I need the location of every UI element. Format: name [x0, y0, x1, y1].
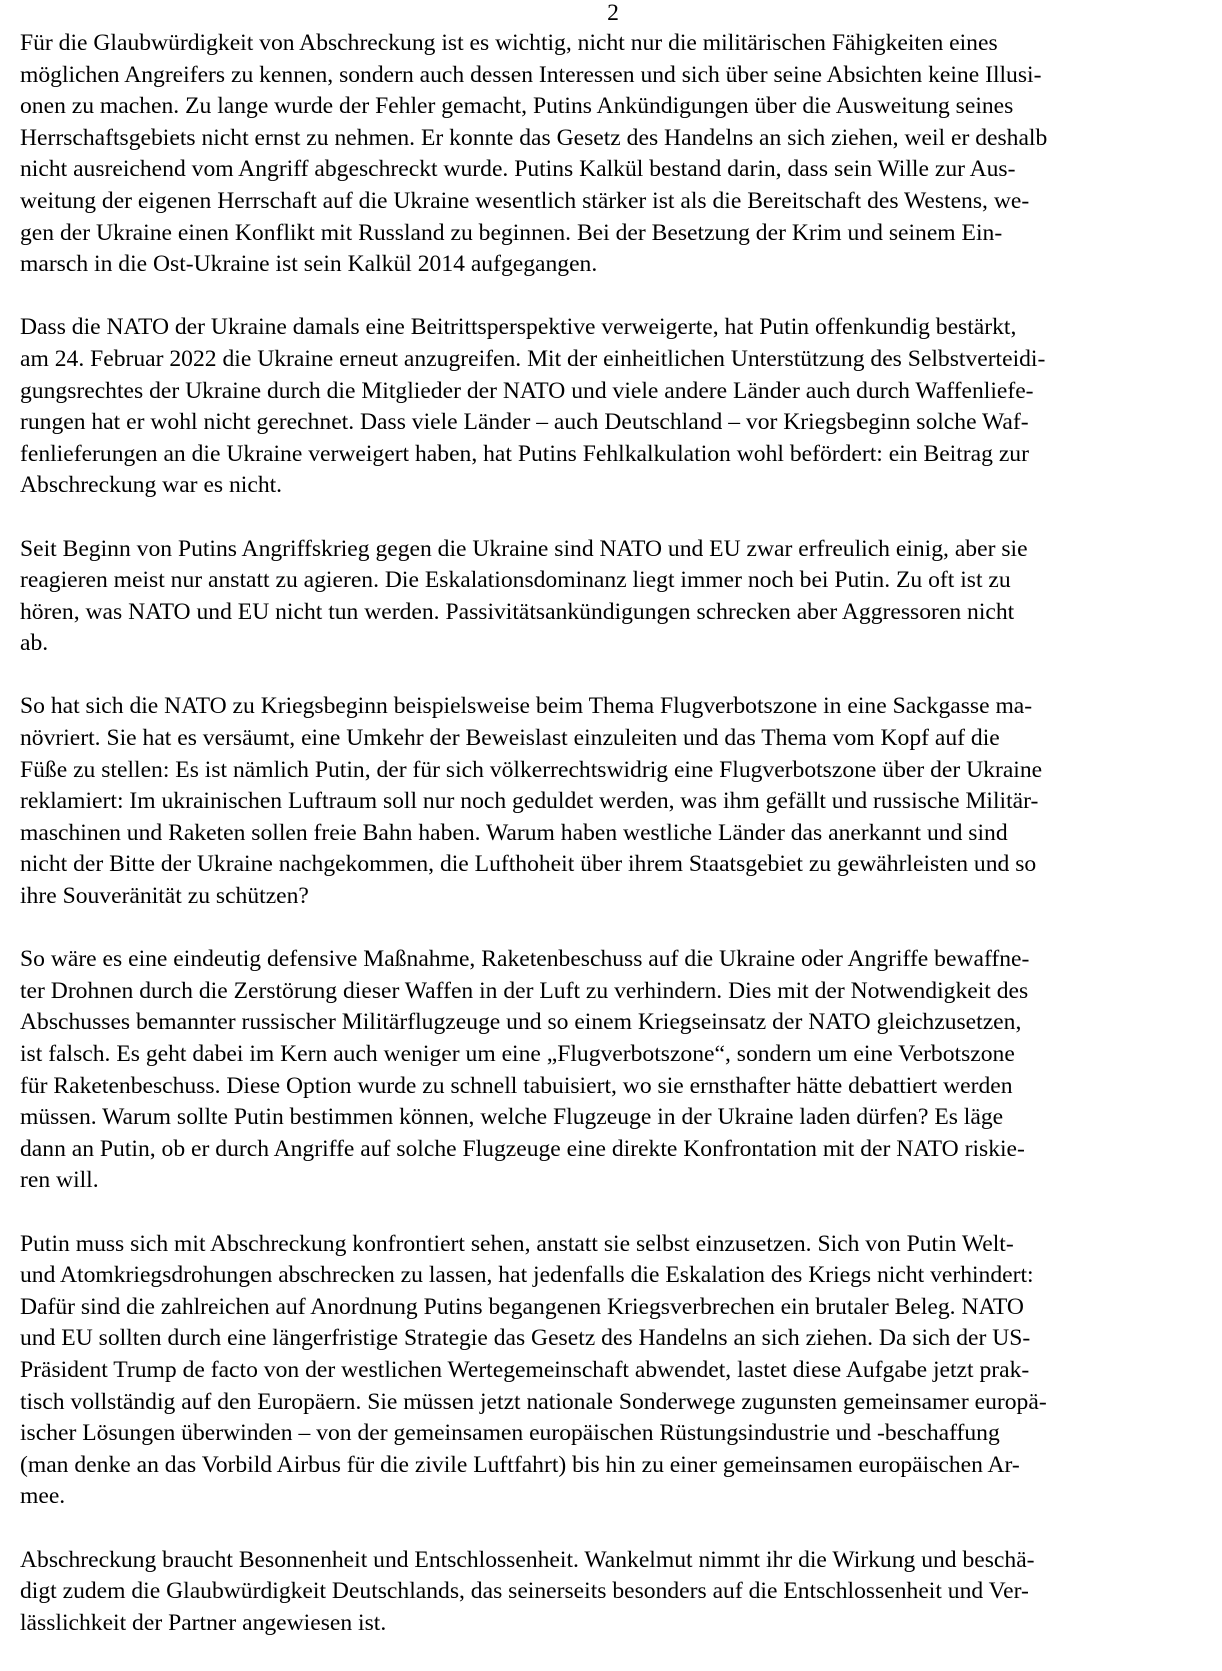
text-line: Seit Beginn von Putins Angriffskrieg gegen die Ukraine sind NATO und EU zwar erfreulich einig, aber sie: [20, 535, 1028, 562]
text-line: und EU sollten durch eine längerfristige Strategie das Gesetz des Handelns an sich ziehen. Da sich der US-: [20, 1325, 1031, 1352]
text-line: Füße zu stellen: Es ist nämlich Putin, der für sich völkerrechtswidrig eine Flugverbotszone über der Ukraine: [20, 756, 1043, 783]
page-number: 2: [607, 0, 619, 26]
paragraph-4: [20, 691, 1202, 912]
text-line: Abschreckung war es nicht.: [20, 472, 283, 499]
document-body: [20, 28, 1202, 1639]
text-line: für Raketenbeschuss. Diese Option wurde zu schnell tabuisiert, wo sie ernsthafter hätte debattiert werden: [20, 1072, 1013, 1099]
text-line: onen zu machen. Zu lange wurde der Fehler gemacht, Putins Ankündigungen über die Ausweitung seines: [20, 93, 1014, 120]
paragraph-7: [20, 1545, 1202, 1640]
text-line: am 24. Februar 2022 die Ukraine erneut anzugreifen. Mit der einheitlichen Unterstützung des Selbstverteidi-: [20, 345, 1046, 372]
text-line: ihre Souveränität zu schützen?: [20, 883, 309, 910]
text-line: ischer Lösungen überwinden – von der gemeinsamen europäischen Rüstungsindustrie und -beschaffung: [20, 1420, 1000, 1447]
paragraph-6: [20, 1229, 1202, 1513]
text-line: reklamiert: Im ukrainischen Luftraum soll nur noch geduldet werden, was ihm gefällt und russische Militär-: [20, 788, 1039, 815]
text-line: rungen hat er wohl nicht gerechnet. Dass viele Länder – auch Deutschland – vor Kriegsbeginn solche Waf-: [20, 409, 1029, 436]
text-line: (man denke an das Vorbild Airbus für die zivile Luftfahrt) bis hin zu einer gemeinsamen europäischen Ar-: [20, 1451, 1020, 1478]
text-line: So wäre es eine eindeutig defensive Maßnahme, Raketenbeschuss auf die Ukraine oder Angriffe bewaffne-: [20, 946, 1030, 973]
text-line: ren will.: [20, 1167, 99, 1194]
paragraph-1: [20, 28, 1202, 281]
text-line: ab.: [20, 630, 49, 657]
text-line: Abschreckung braucht Besonnenheit und Entschlossenheit. Wankelmut nimmt ihr die Wirkung und beschä-: [20, 1546, 1035, 1573]
text-line: dann an Putin, ob er durch Angriffe auf solche Flugzeuge eine direkte Konfrontation mit der NATO riskie-: [20, 1135, 1025, 1162]
paragraph-2: [20, 312, 1202, 502]
text-line: mee.: [20, 1483, 66, 1510]
text-line: hören, was NATO und EU nicht tun werden. Passivitätsankündigungen schrecken aber Aggressoren nicht: [20, 598, 1015, 625]
text-line: marsch in die Ost-Ukraine ist sein Kalkül 2014 aufgegangen.: [20, 251, 598, 278]
text-line: tisch vollständig auf den Europäern. Sie müssen jetzt nationale Sonderwege zugunsten gemeinsamer europä-: [20, 1388, 1047, 1415]
text-line: Herrschaftsgebiets nicht ernst zu nehmen. Er konnte das Gesetz des Handelns an sich ziehen, weil er deshalb: [20, 124, 1048, 151]
text-line: und Atomkriegsdrohungen abschrecken zu lassen, hat jedenfalls die Eskalation des Kriegs nicht verhindert:: [20, 1262, 1034, 1289]
text-line: müssen. Warum sollte Putin bestimmen können, welche Flugzeuge in der Ukraine laden dürfen? Es läge: [20, 1104, 1004, 1131]
text-line: gungsrechtes der Ukraine durch die Mitglieder der NATO und viele andere Länder auch durch Waffenliefe-: [20, 377, 1034, 404]
text-line: nicht der Bitte der Ukraine nachgekommen, die Lufthoheit über ihrem Staatsgebiet zu gewährleisten und so: [20, 851, 1037, 878]
text-line: Abschusses bemannter russischer Militärflugzeuge und so einem Kriegseinsatz der NATO gleichzusetzen,: [20, 1009, 1022, 1036]
text-line: lässlichkeit der Partner angewiesen ist.: [20, 1609, 387, 1636]
text-line: So hat sich die NATO zu Kriegsbeginn beispielsweise beim Thema Flugverbotszone in eine Sackgasse ma-: [20, 693, 1033, 720]
text-line: fenlieferungen an die Ukraine verweigert haben, hat Putins Fehlkalkulation wohl befördert: ein Beitrag zur: [20, 440, 1029, 467]
paragraph-3: [20, 534, 1202, 660]
text-line: Präsident Trump de facto von der westlichen Wertegemeinschaft abwendet, lastet diese Aufgabe jetzt prak-: [20, 1356, 1030, 1383]
text-line: ist falsch. Es geht dabei im Kern auch weniger um eine „Flugverbotszone“, sondern um eine Verbotszone: [20, 1041, 1015, 1067]
text-line: nicht ausreichend vom Angriff abgeschreckt wurde. Putins Kalkül bestand darin, dass sein Wille zur Aus-: [20, 156, 1016, 183]
document-page: [20, 0, 1202, 1671]
text-line: digt zudem die Glaubwürdigkeit Deutschlands, das seinerseits besonders auf die Entschlossenheit und Ver-: [20, 1578, 1029, 1605]
text-line: gen der Ukraine einen Konflikt mit Russland zu beginnen. Bei der Besetzung der Krim und seinem Ein-: [20, 219, 1003, 246]
text-line: Für die Glaubwürdigkeit von Abschreckung ist es wichtig, nicht nur die militärischen Fähigkeiten eines: [20, 30, 998, 56]
text-line: maschinen und Raketen sollen freie Bahn haben. Warum haben westliche Länder das anerkannt und sind: [20, 819, 1008, 846]
text-line: möglichen Angreifers zu kennen, sondern auch dessen Interessen und sich über seine Absichten keine Illusi-: [20, 61, 1042, 88]
text-line: Dass die NATO der Ukraine damals eine Beitrittsperspektive verweigerte, hat Putin offenkundig bestärkt,: [20, 314, 1017, 341]
text-line: weitung der eigenen Herrschaft auf die Ukraine wesentlich stärker ist als die Bereitschaft des Westens, we-: [20, 187, 1030, 214]
text-line: Dafür sind die zahlreichen auf Anordnung Putins begangenen Kriegsverbrechen ein brutaler Beleg. NATO: [20, 1293, 1024, 1320]
text-line: ter Drohnen durch die Zerstörung dieser Waffen in der Luft zu verhindern. Dies mit der Notwendigkeit des: [20, 977, 1029, 1004]
text-line: Putin muss sich mit Abschreckung konfrontiert sehen, anstatt sie selbst einzusetzen. Sich von Putin Welt-: [20, 1230, 1014, 1257]
paragraph-5: [20, 944, 1202, 1197]
text-line: reagieren meist nur anstatt zu agieren. Die Eskalationsdominanz liegt immer noch bei Putin. Zu oft ist zu: [20, 567, 1011, 594]
text-line: növriert. Sie hat es versäumt, eine Umkehr der Beweislast einzuleiten und das Thema vom Kopf auf die: [20, 725, 1000, 752]
